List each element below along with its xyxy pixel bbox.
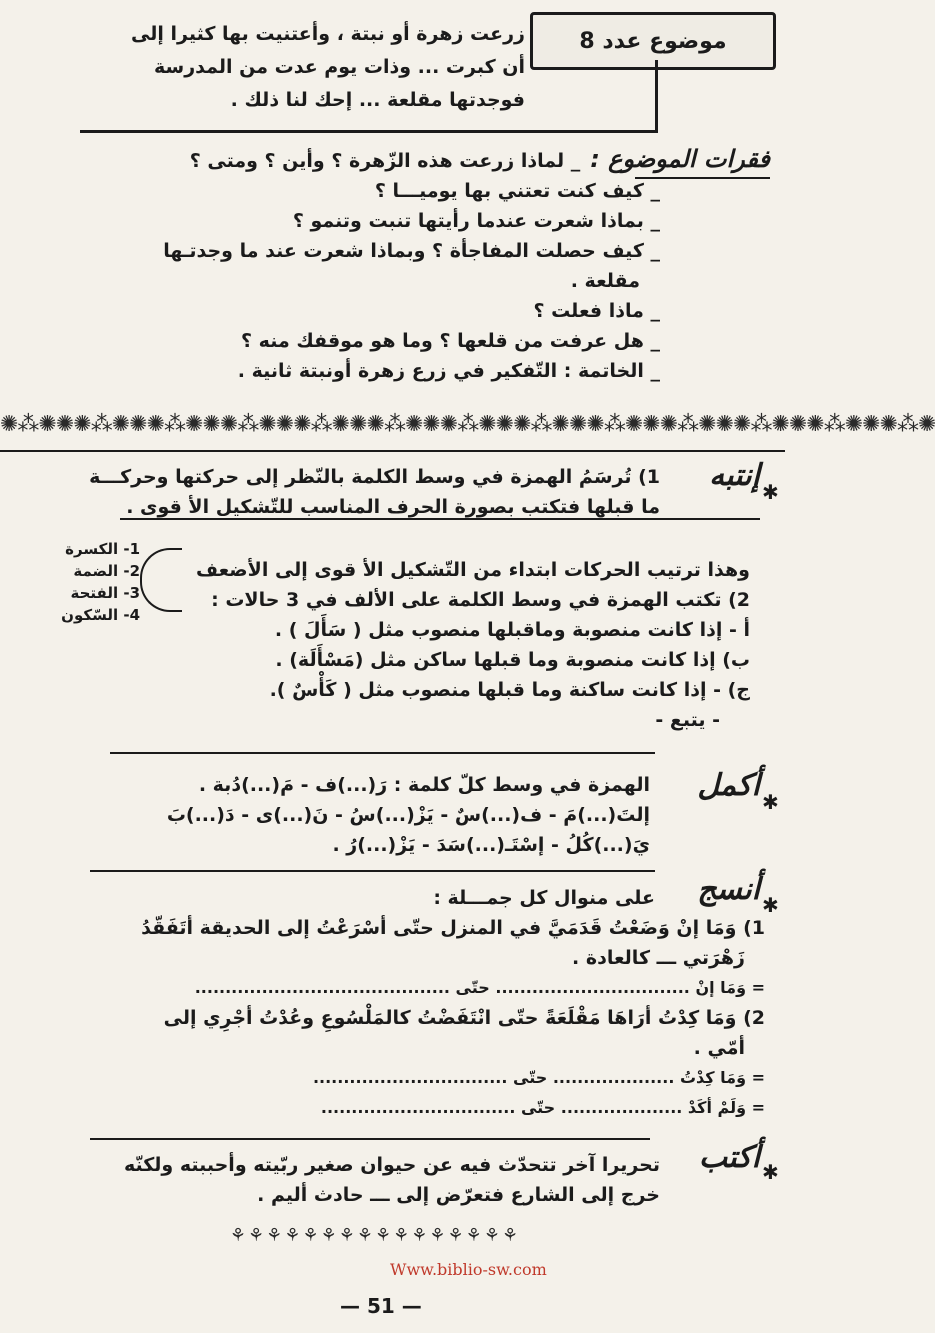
ranking-item: 1- الكسرة (65, 540, 140, 558)
write-top-rule (90, 1138, 650, 1140)
notice-underline (120, 518, 760, 520)
topic-statement (70, 18, 525, 117)
paragraph-item: _ هل عرفت من قلعها ؟ وما هو موقفك منه ؟ (241, 330, 660, 352)
bullet-star-icon: ✱ (762, 480, 779, 504)
imitate-side-word: أنسج (697, 872, 760, 907)
imitate-block (65, 883, 765, 1123)
topic-number-box (530, 12, 776, 70)
write-line: تحريرا آخر تتحدّث فيه عن حيوان صغير ربّيته وأحببته ولكنّه (123, 1154, 660, 1176)
imitate-line: = وَمَا إنْ ................................ حتّى .......................................... (194, 978, 765, 997)
paragraphs-block (60, 145, 770, 386)
notice-side-word: إنتبه (709, 458, 760, 493)
paragraph-item: _ ماذا فعلت ؟ (533, 300, 660, 322)
paragraph-item: _ بماذا شعرت عندما رأيتها تنبت وتنمو ؟ (292, 210, 660, 232)
heading-underline (635, 177, 770, 179)
topic-line: زرعت زهرة أو نبتة ، وأعتنيت بها كثيرا إلى (131, 23, 525, 45)
notice-line: أ - إذا كانت منصوبة وماقبلها منصوب مثل ( سَأَلَ ) . (274, 619, 750, 641)
paragraph-item: _ كيف حصلت المفاجأة ؟ وبماذا شعرت عند ما وجدتـها (163, 240, 660, 262)
ranking-item: 4- السّكون (61, 606, 140, 624)
complete-top-rule (110, 752, 655, 754)
imitate-line: = وَلَمْ أكَدْ .................... حتّى ................................ (320, 1098, 765, 1117)
page-number: — 51 — (340, 1294, 422, 1318)
divider-rule (0, 450, 785, 452)
complete-block (90, 770, 650, 860)
imitate-line: على منوال كل جمـــلة : (433, 887, 655, 909)
imitate-line: أمّي . (693, 1037, 745, 1059)
imitate-line: 1) وَمَا إنْ وَضَعْتُ قَدَمَيَّ في المنزل حتّى أسْرَعْتُ إلى الحديقة أتَفَقّدُ (141, 917, 765, 939)
imitate-top-rule (90, 870, 655, 872)
source-url: Www.biblio-sw.com (390, 1260, 547, 1279)
notice-line: ب) إذا كانت منصوبة وما قبلها ساكن مثل (مَسْأَلَة) . (275, 649, 750, 671)
notice-line: وهذا ترتيب الحركات ابتداء من التّشكيل الأ قوى إلى الأضعف (195, 559, 750, 581)
paragraph-item: _ الخاتمة : التّفكير في زرع زهرة أونبتة ثانية . (237, 360, 660, 382)
bullet-star-icon: ✱ (762, 790, 779, 814)
complete-side-word: أكمل (697, 768, 760, 803)
ranking-item: 3- الفتحة (70, 584, 140, 602)
paragraphs-heading: فقرات الموضوع : (590, 145, 770, 173)
imitate-line: 2) وَمَا كِدْتُ أرَاهَا مَقْلَعَةً حتّى انْتَفَضْتُ كالمَلْسُوعِ وعُدْتُ أجْرِي إلى (163, 1007, 765, 1029)
write-line: خرج إلى الشارع فتعرّض إلى ـــ حادث أليم . (257, 1184, 660, 1206)
complete-line: إلتَ(...)مَ - ف(...)سٌ - يَزْ(...)سُ - نَ(...)ى - دَ(...)بَ (166, 804, 650, 826)
paragraph-item: _ لماذا زرعت هذه الزّهرة ؟ وأين ؟ ومتى ؟ (189, 150, 581, 172)
imitate-line: = وَمَا كِدْتُ .................... حتّى ................................ (312, 1068, 765, 1087)
notice-line: ما قبلها فتكتب بصورة الحرف المناسب للتّشكيل الأ قوى . (126, 496, 660, 518)
ranking-list (45, 538, 140, 626)
write-block (65, 1150, 660, 1210)
write-side-word: أكتب (698, 1140, 760, 1175)
paragraph-item: مقلعة . (570, 270, 640, 292)
ornamental-divider: ✺⁂✺✺✺⁂✺✺✺⁂✺✺✺⁂✺✺✺⁂✺✺✺⁂✺✺✺⁂✺✺✺⁂✺✺✺⁂✺✺✺⁂✺✺✺⁂✺✺✺⁂✺✺✺⁂✺ (0, 412, 935, 437)
paragraph-item: _ كيف كنت تعتني بها يوميـــا ؟ (374, 180, 660, 202)
ranking-item: 2- الضمة (73, 562, 140, 580)
topic-box-label: موضوع عدد 8 (579, 28, 727, 54)
topic-line: فوجدتها مقلعة ... إحك لنا ذلك . (230, 89, 525, 111)
ranking-bracket (140, 548, 182, 612)
notice-line: 1) تُرسَمُ الهمزة في وسط الكلمة بالنّظر إلى حركتها وحركـــة (89, 466, 660, 488)
bullet-star-icon: ✱ (762, 1160, 779, 1184)
notice-line: ج) - إذا كانت ساكنة وما قبلها منصوب مثل ( كَأْسٌ ). (269, 679, 750, 701)
topic-line: أن كبرت ... وذات يوم عدت من المدرسة (154, 56, 525, 78)
imitate-line: زَهْرَتي ـــ كالعادة . (572, 947, 745, 969)
bullet-star-icon: ✱ (762, 893, 779, 917)
notice-line: - يتبع - (655, 709, 720, 731)
notice-line: 2) تكتب الهمزة في وسط الكلمة على الألف في 3 حالات : (211, 589, 750, 611)
topic-frame-bottom (80, 130, 658, 133)
footer-ornament: ⚘⚘⚘⚘⚘⚘⚘⚘⚘⚘⚘⚘⚘⚘⚘⚘ (229, 1225, 521, 1246)
complete-line: الهمزة في وسط كلّ كلمة : رَ(...)ف - مَ(...)دُبة . (198, 774, 650, 796)
notice-rules (185, 555, 750, 735)
notice-block (60, 462, 660, 522)
topic-frame-left (655, 60, 658, 132)
complete-line: يَ(...)كُلُ - إسْتَـ(...)سَدَ - يَزْ(...)رُ . (332, 834, 650, 856)
